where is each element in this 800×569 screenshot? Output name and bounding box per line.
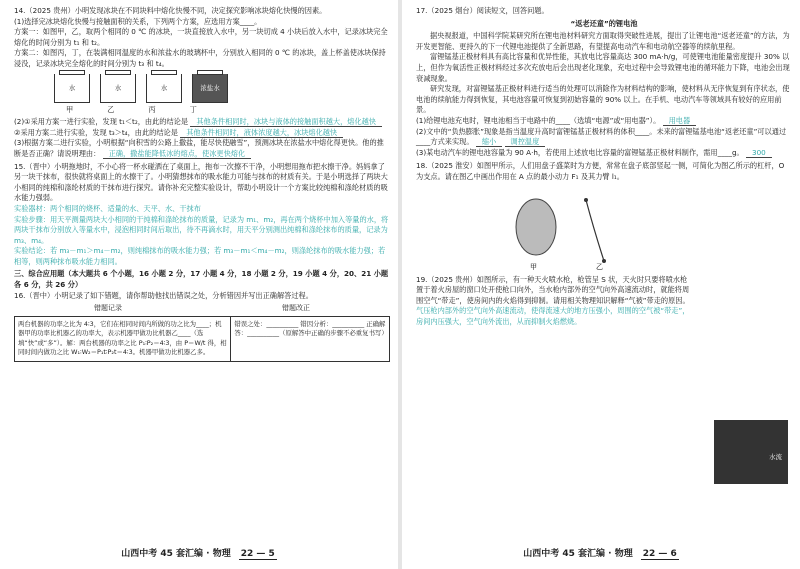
section-3-heading: 三、综合应用题（本大题共 6 个小题，16 小题 2 分，17 小题 4 分，18 小题 2 分，19 小题 4 分，20、21 小题各 6 分，共 26 分） [14, 269, 389, 290]
left-page [0, 0, 398, 569]
right-page-number: 22 — 6 [642, 549, 677, 559]
left-page-number: 22 — 5 [240, 549, 275, 559]
q16-table [14, 316, 390, 362]
q16-table-header: 错题记录 错题改正 [94, 304, 310, 313]
caption-jia: 甲 [530, 262, 537, 271]
q14-part2a: (2)①采用方案一进行实验，发现 t₁＜t₂，由此的结论是 其他条件相同时，冰块与液体的接触面积越大，熔化越快 [14, 117, 390, 128]
left-column [14, 6, 390, 362]
q14-answer-2a: 其他条件相同时，冰块与液体的接触面积越大，熔化越快 [190, 117, 382, 127]
right-footer: 山西中考 45 套汇编 · 物理 22 — 6 [523, 549, 677, 559]
q15-answer-2: 实验步骤：用天平测量两块大小相同的干纯棉和涤纶抹布的质量，记录为 m₁、m₂，再在两个烧杯中加入等量的水，将两块干抹布分别放入等量水中，浸泡相同时间后取出，待不再滴水时，用天平分别测出纯棉和涤纶抹布的质量，记录为 m₃、m₄。 [14, 214, 389, 245]
q17-answer-2b: 调控温度 [505, 137, 546, 147]
q17-para-2: 富锂锰基正极材料具有高比容量和优异性能，其放电比容量高达 300 mA·h/g，可使锂电池能量密度提升 30% 以上，但作为氧活性正极材料经过多次充放电后会出现老化现象，充电过程中会导致锂电池的循环能力下降，电池会出现衰减现象。 [416, 52, 790, 83]
q15-title: 15.（晋中）小明拖地时，不小心将一杯水碰洒在了桌面上，拖布一次擦不干净，小明想用拖布把水擦干净。妈妈拿了另一块干抹布，很快就将桌面上的水擦干了。小明猜想抹布的吸水能力可能与抹布的材质有关。于是小明选择了两块大小相同的纯棉和涤纶材质的干抹布进行探究。请你补充完整实验设计，帮助小明设计一个方案比较纯棉和涤纶材质的吸水能力强弱。 [14, 161, 388, 203]
q17-question-2: (2)文中的“负热膨胀”现象是指当温度升高时富锂锰基正极材料的体积____。未来的富锂锰基电池“返老还童”可以通过____方式来实现。 缩小 调控温度 [416, 126, 787, 147]
q17-answer-3: 300 [746, 148, 772, 158]
beaker-a: 水 [54, 74, 90, 103]
q16-error-record: 两台机器的功率之比为 4∶3，它们在相同时间内所做的功之比为____；机器甲的功率比机器乙的功率大，表示机器甲做功比机器乙____（选填“快”或“多”）。解：两台机器的功率之比 P₁∶P₂＝4∶3，由 P＝W/t 得，相同时间内做功之比 W₁∶W₂＝P₁t∶P₂t＝4∶3。机器甲做功比机器乙多。 [15, 317, 231, 361]
beaker-b: 水 [100, 74, 136, 103]
q17-question-3: (3)某电动汽车的锂电池容量为 90 A·h，若使用上述放电比容量的富锂锰基正极材料制作，需用____g。 300 [416, 148, 792, 159]
caption-yi: 乙 [596, 262, 603, 271]
q14-part3: (3)根据方案二进行实验，小明根据“向积雪的公路上撒盐，能尽快使融雪”，预测冰块在浓盐水中熔化得更快。他的推断是否正确？请说明理由： 正确，撒盐能降低冰的熔点，使冰更快熔化 [14, 138, 384, 158]
q18-figure [416, 183, 792, 275]
q14-answer-3: 正确，撒盐能降低冰的熔点，使冰更快熔化 [103, 149, 252, 159]
q19-title: 19.（2025 贵州）如图所示，有一种天火喷水枪，枪管呈 S 状，天火时只要将喷水枪置于着火房屋的窗口处开使枪口向外，当水枪内部外的空气向外高速流动时，就能将周围空气“带走”，使房间内的火焰得到抑制。请用相关物理知识解释“气被”带走的原因。 [416, 274, 690, 305]
right-page [402, 0, 800, 569]
q15-answer-1: 实验器材：两个相同的烧杯、适量的水、天平、水、干抹布 [14, 203, 201, 213]
plate-image [516, 199, 556, 255]
q14-plan-a: 方案一：如图甲，乙，取两个相同的 0 ℃ 的冰块，一块直接放入水中，另一块切成 4 小块后放入水中，记录冰块完全熔化的时间分别为 t₁ 和 t₂。 [14, 27, 388, 47]
q18-title: 18.（2025 淮安）如图甲所示，人们用盘子盛菜时为方便，常常在盘子底部竖起一侧，可简化为图乙所示的杠杆，O 为支点。请在图乙中画出作用在 A 点的最小动力 F₁ 及其力臂 l₁。 [416, 161, 785, 181]
q14-fig-captions: 甲 乙 丙 丁 [66, 104, 197, 114]
q19-answer: 气压枪内部外的空气向外高速流动，使得流速大的地方压强小，周围的空气被“带走”，房间内压强大，空气向外流出，从而抑制火焰燃烧。 [416, 306, 690, 326]
q16-title: 16.（晋中）小明记录了如下错题，请你帮助他找出错误之处，分析错因并写出正确解答过程。 [14, 290, 313, 300]
q17-answer-1: 用电器 [663, 116, 697, 126]
q19-photo-label: 水流 [769, 453, 782, 461]
q17-para-1: 据央视报道，中国科学院某研究所在锂电池材料研究方面取得突破性进展，提出了让锂电池“返老还童”的方法，为开发更智能、更持久的下一代锂电池提供了全新思路，有望提高电动汽车和电动航空器等的续航里程。 [416, 31, 790, 51]
q18-diagram [496, 185, 696, 271]
q17-question-1: (1)给锂电池充电时，锂电池相当于电路中的____（选填“电源”或“用电器”）。 用电器 [416, 116, 792, 127]
q14-part2b: ②采用方案二进行实验，发现 t₃＞t₄，由此的结论是 其他条件相同时，液体浓度越大，冰块熔化越快 [14, 128, 390, 139]
left-footer: 山西中考 45 套汇编 · 物理 22 — 5 [121, 549, 275, 559]
q17-answer-2a: 缩小 [476, 137, 502, 147]
beaker-c: 水 [146, 74, 182, 103]
q17-title: 17.（2025 烟台）阅读短文，回答问题。 [416, 6, 549, 15]
q17-heading: “返老还童”的锂电池 [570, 18, 638, 28]
q14-plan-b: 方案二：如图丙，丁，在装满相同温度的水和浓盐水的玻璃杯中，分别放入相同的 0 ℃ 的冰块，盖上杯盖使冰块保持浸没，记录冰块完全熔化的时间分别为 t₃ 和 t₄。 [14, 48, 386, 68]
lever-arm [586, 200, 604, 261]
right-column [416, 6, 792, 327]
point-a [584, 198, 588, 202]
q14-title: 14.（2025 贵州）小明发现冰块在不同块料中熔化快慢不同，决定探究影响冰块熔化快慢的因素。 [14, 6, 327, 15]
q14-figure [54, 74, 390, 103]
q17-para-3: 研究发现，对富锂锰基正极材料进行适当的处理可以消除作为材料结构的影响，使材料从无序恢复到有序状态，使电池的续航能力得到恢复，其电池容量可恢复到初始容量的 90% 以上。在手机、电动汽车等领域具有较好的应用前景。 [416, 84, 790, 115]
q16-correction: 错误之处：__________ 错因分析：__________ 正确解答：__________（原解答中正确的步骤不必重复书写） [234, 319, 388, 338]
q15-answer-3: 实验结论：若 m₃－m₁＞m₄－m₂，则纯棉抹布的吸水能力强；若 m₃－m₁＜m₄－m₂，则涤纶抹布的吸水能力强；若相等，则两种抹布吸水能力相同。 [14, 246, 386, 266]
q14-answer-2b: 其他条件相同时，液体浓度越大，冰块熔化越快 [180, 128, 343, 138]
q14-part1: (1)选择完冰块熔化快慢与接触面积的关系，下列两个方案，应选用方案____。 [14, 16, 262, 26]
beaker-d: 浓盐水 [192, 74, 228, 103]
q19-photo [714, 420, 788, 484]
